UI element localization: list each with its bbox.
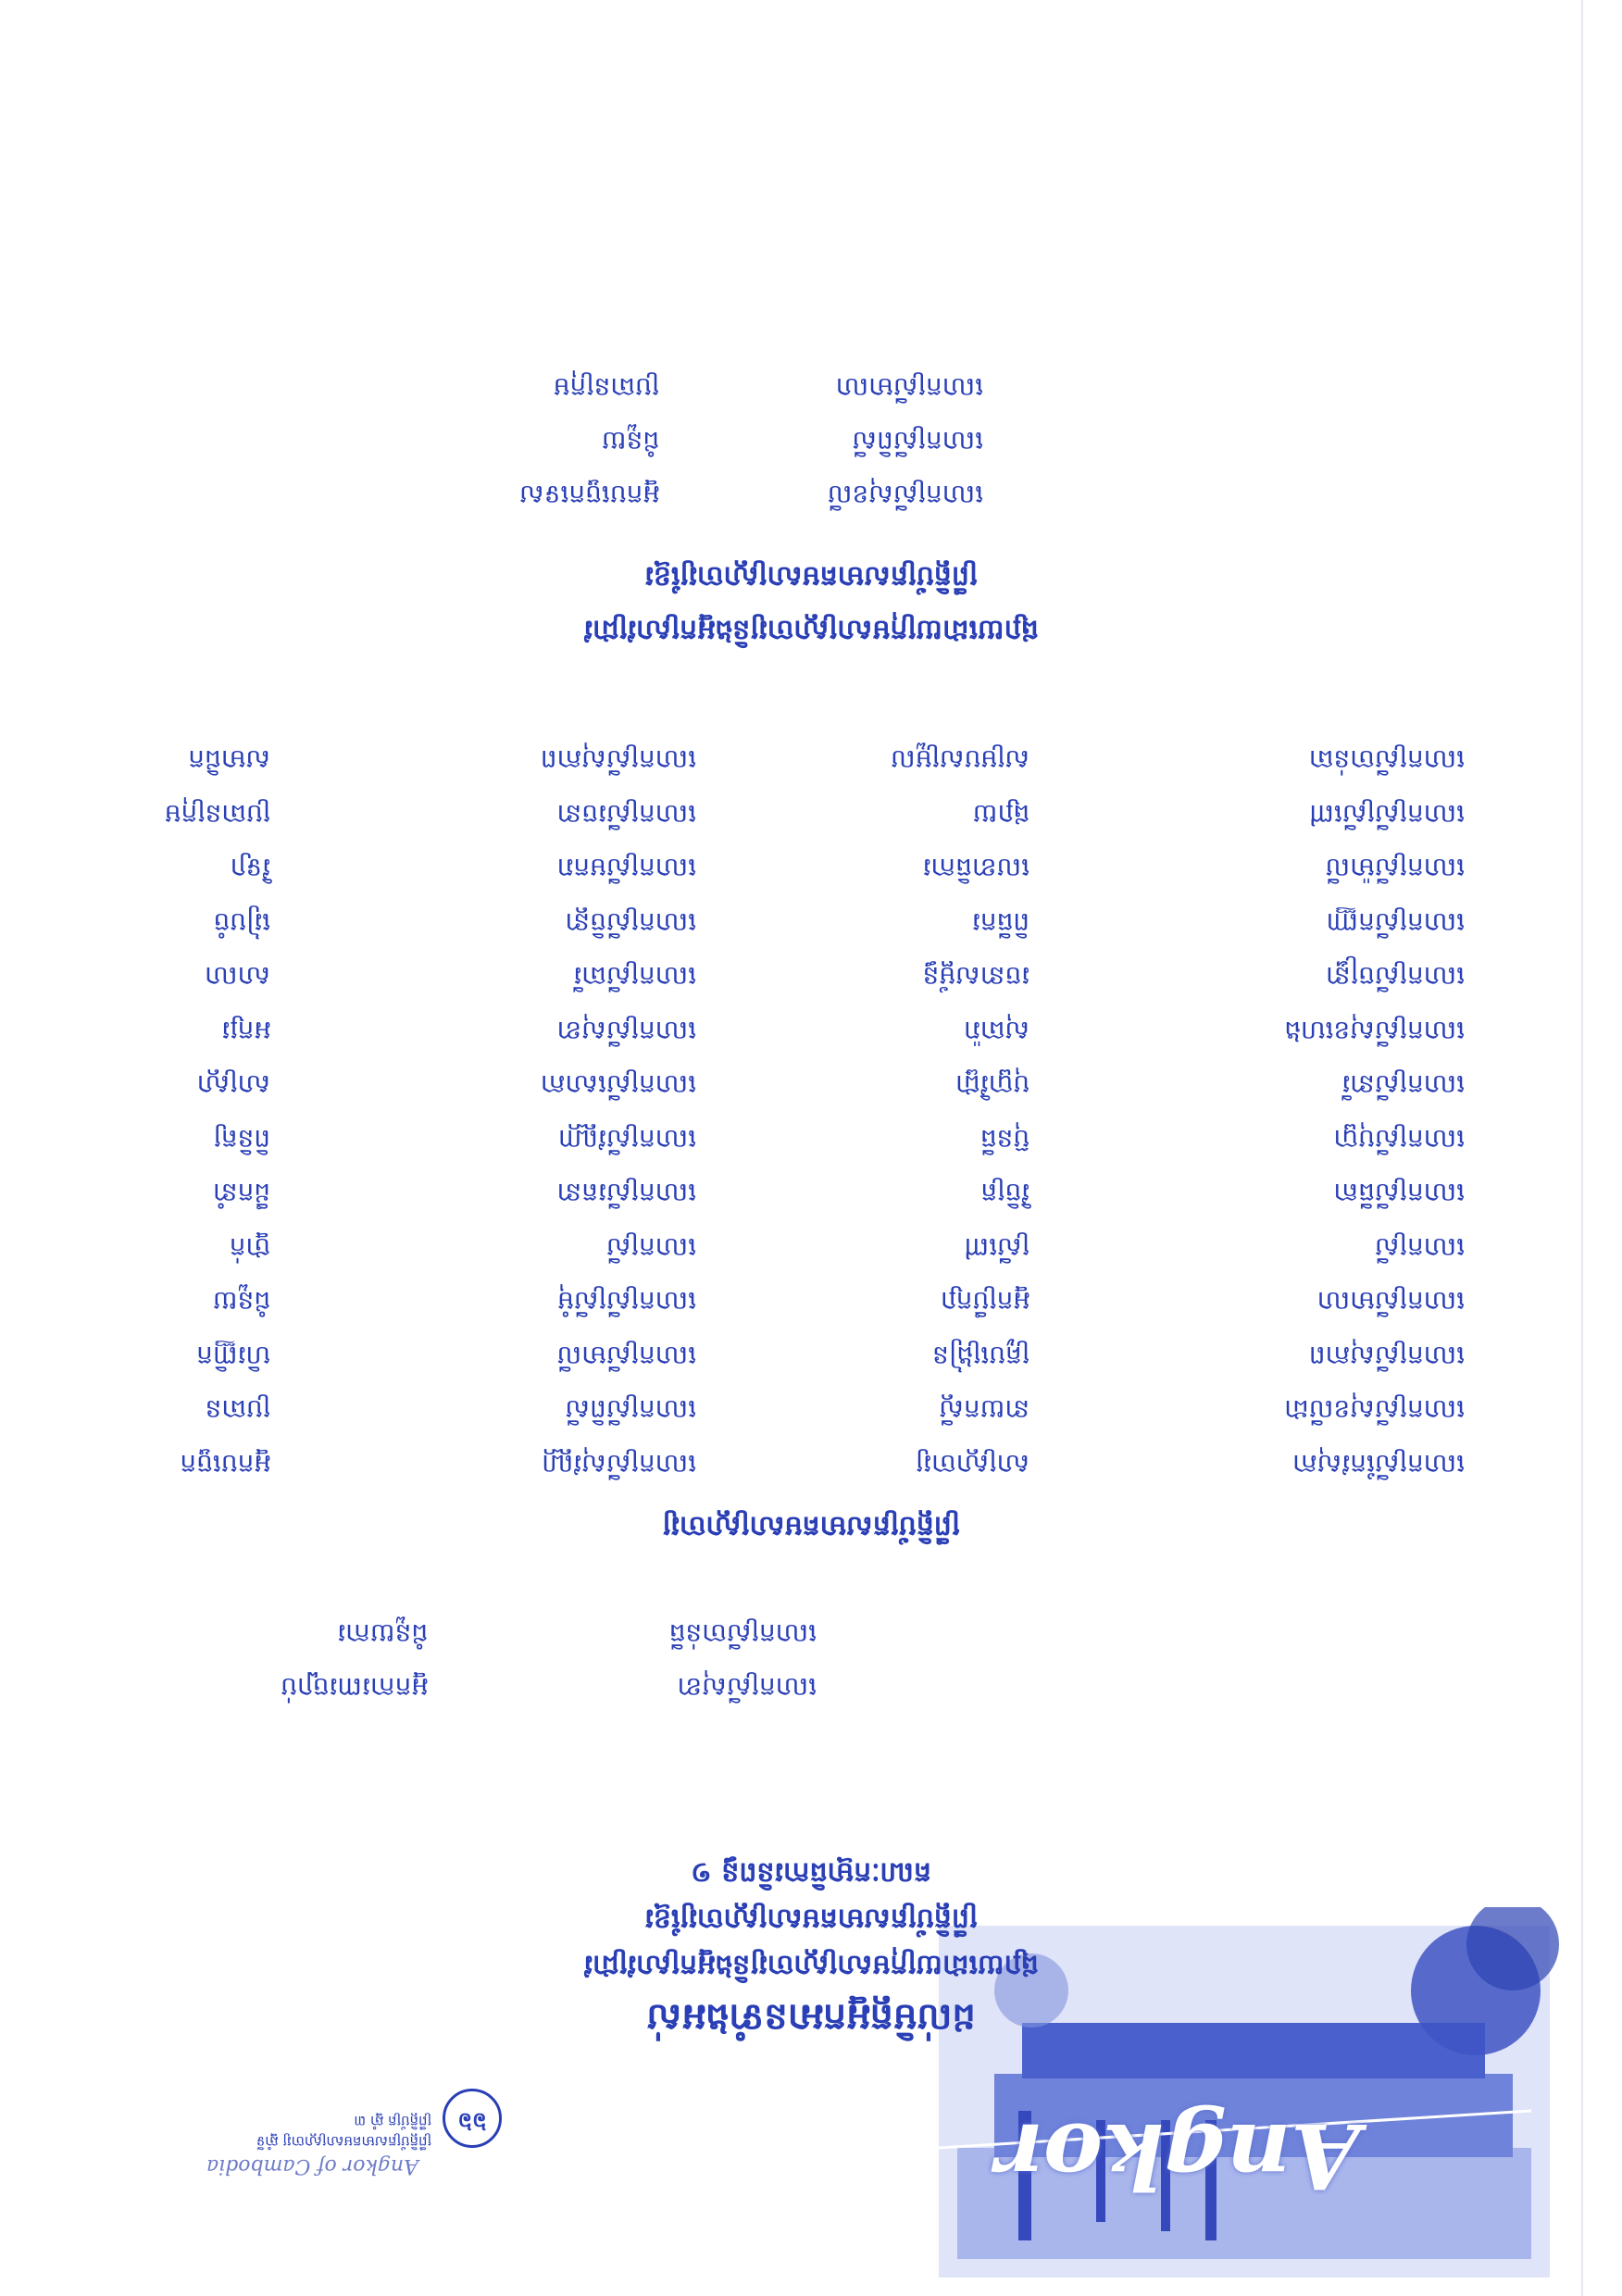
subtitle-3: គណៈកម្មាធិការនិពន្ធ ១ <box>691 1856 931 1889</box>
list-item: សុធារ៉ា <box>963 1016 1029 1046</box>
list-item: ថ្នាក់ <box>229 1232 270 1263</box>
list-item: រចនាសម្ព័ន្ធ <box>922 961 1029 992</box>
list-item: លោកស្រីសុភាព <box>1308 1341 1465 1371</box>
list-item: លោកស្រីរតនា <box>556 1178 696 1209</box>
list-item: វិចិត្រ <box>980 1178 1029 1209</box>
section-1-row-left: លោកស្រីសុខា <box>677 1672 817 1703</box>
section-3-row-right: ជំនួយ <box>601 426 659 456</box>
list-item: លោកស្រីពិសី <box>565 1394 696 1426</box>
list-item: លោកស្រីរចនា <box>556 799 696 830</box>
section-3-title-1: ផ្សាយដោយក្រុមសាស្ត្រាចារ្យនិងអ្នកស្រាវជ្រាវ <box>583 614 1039 646</box>
section-3-row-left: លោកស្រីពិសី <box>852 426 983 456</box>
section-1-row-right: អ្នកការពារច្បាប់ <box>280 1672 428 1703</box>
section-2-title: ព្រឹត្តិប័ត្រសមាគមសាស្ត្រាចារ្យ <box>662 1510 960 1542</box>
list-item: ពិធីករ <box>971 907 1029 938</box>
list-item: លោកស្រីបុប្ផា <box>1333 1124 1465 1154</box>
list-item: លោកស្រីចាន់ធា <box>1308 744 1465 776</box>
section-1-row-left: លោកស្រីចាន់ធី <box>668 1618 817 1649</box>
list-item: ផ្សាយ <box>972 799 1029 830</box>
section-3-row-right: ប្រធានក្រុម <box>553 372 659 403</box>
list-item: លោកស្រីនារី <box>1341 1069 1465 1101</box>
list-item: អ្នកប្រឹក្សា <box>940 1286 1029 1317</box>
list-item: លោកស្រីសោភា <box>540 1069 696 1101</box>
list-item: លោកស្រីចិន្ដា <box>565 907 696 938</box>
list-item: សមាជិក <box>188 744 270 776</box>
list-item: សាស្ត្រាចារ្យ <box>915 1449 1029 1479</box>
banner-word: Angkor <box>996 2103 1360 2208</box>
page-number-seal: ៦៦ <box>443 2089 502 2148</box>
list-item: ជំនួយ <box>212 1286 270 1317</box>
list-item: ពិនិត្យ <box>213 1124 270 1154</box>
list-item: លោកស្រីវណ្ណា <box>557 1124 696 1154</box>
list-item: លោកស្រីមាលី <box>556 1341 696 1371</box>
list-item: បុប្ផាវិជ្ជា <box>955 1069 1029 1101</box>
list-item: គ្រូបង្រៀន <box>932 1341 1029 1371</box>
list-item: លោកស្រីសុវណ្ណ <box>542 1449 696 1479</box>
section-3-row-right: អ្នកបច្ចេកទេស <box>518 480 659 510</box>
list-item: លោកស្រីកញ្ញា <box>1326 907 1465 938</box>
section-2-column-2 <box>891 732 1029 1491</box>
section-3-row-left: លោកស្រីមាលា <box>835 372 983 403</box>
list-item: លោកស្រីសុភាព <box>540 744 696 776</box>
list-item: ដឹកនាំ <box>212 1178 270 1209</box>
list-item: សាស្ត្រា <box>196 1069 270 1101</box>
list-item: ប៊ុនធី <box>979 1124 1029 1154</box>
list-item: លោកស្រីកែវសុភា <box>1291 1449 1465 1479</box>
book-title <box>43 2111 431 2152</box>
list-item: សាលា <box>204 961 270 992</box>
book-title-line: ព្រឹត្តិប័ត្រសមាគមសាស្ត្រាចារ្យ ឆ្នាំទី <box>256 2133 431 2150</box>
section-2-column-1 <box>1284 732 1465 1491</box>
main-title: ដល់មិត្តអ្នកអានទាំងអស់ <box>646 1996 976 2039</box>
section-3-title-2: ព្រឹត្តិប័ត្រសមាគមសាស្ត្រាចារ្យខ្មែរ <box>644 560 978 593</box>
section-2-column-4 <box>165 732 270 1491</box>
book-subtitle-line: ព្រឹត្តិប័ត្រ ឆ្នាំ ៣ <box>354 2113 431 2129</box>
list-item: លោកស្រីមករា <box>556 853 696 884</box>
subtitle-1: ផ្សាយដោយក្រុមសាស្ត្រាចារ្យនិងអ្នកស្រាវជ្រាវ <box>583 1949 1039 1981</box>
list-item: លោកស្រីម៉ាលី <box>1325 853 1465 884</box>
section-2-column-3 <box>541 732 696 1491</box>
list-item: លោកស្រីចន្ទ្រា <box>1326 961 1465 992</box>
section-1-row-right: ជំនួយការ <box>337 1618 428 1649</box>
list-item: លោកស្រី <box>605 1232 696 1263</box>
subtitle-2: ព្រឹត្តិប័ត្រសមាគមសាស្ត្រាចារ្យខ្មែរ <box>644 1903 978 1935</box>
list-item: នាយកស្តី <box>939 1394 1029 1426</box>
list-item: លោកស្រីសុខា <box>556 1016 696 1046</box>
list-item: សម្របសម្រួល <box>891 744 1029 776</box>
list-item: លោកស្រីមាលា <box>1316 1286 1465 1317</box>
list-item: លោកស្រីស្រីមុំ <box>557 1286 696 1317</box>
list-item: លោកស្រីស្រីពៅ <box>1309 799 1465 830</box>
section-3-row-left: លោកស្រីសុខលី <box>827 480 983 510</box>
list-item: លោកស្រីធារី <box>573 961 696 992</box>
list-item: លោកស្រីសុខលីដា <box>1284 1394 1465 1426</box>
list-item: លោកស្រី <box>1374 1232 1465 1263</box>
list-item: ប្រធាន <box>205 1394 270 1426</box>
list-item: អក្សរ <box>221 1016 270 1046</box>
list-item: ប្រធានក្រុម <box>164 799 270 830</box>
list-item: ស្រីពៅ <box>964 1232 1029 1263</box>
list-item: លោកស្រីសុខហេង <box>1284 1016 1465 1046</box>
list-item: ហិរញ្ញិក <box>196 1341 270 1371</box>
script-signature: Angkor of Cambodia <box>206 2154 418 2177</box>
list-item: លោកស្រីធីតា <box>1333 1178 1465 1209</box>
list-item: លេខាធិការ <box>922 853 1029 884</box>
list-item: រៀបចំ <box>213 907 270 938</box>
list-item: វិទ្យា <box>230 853 270 884</box>
list-item: អ្នកបច្ចេក <box>180 1449 270 1479</box>
